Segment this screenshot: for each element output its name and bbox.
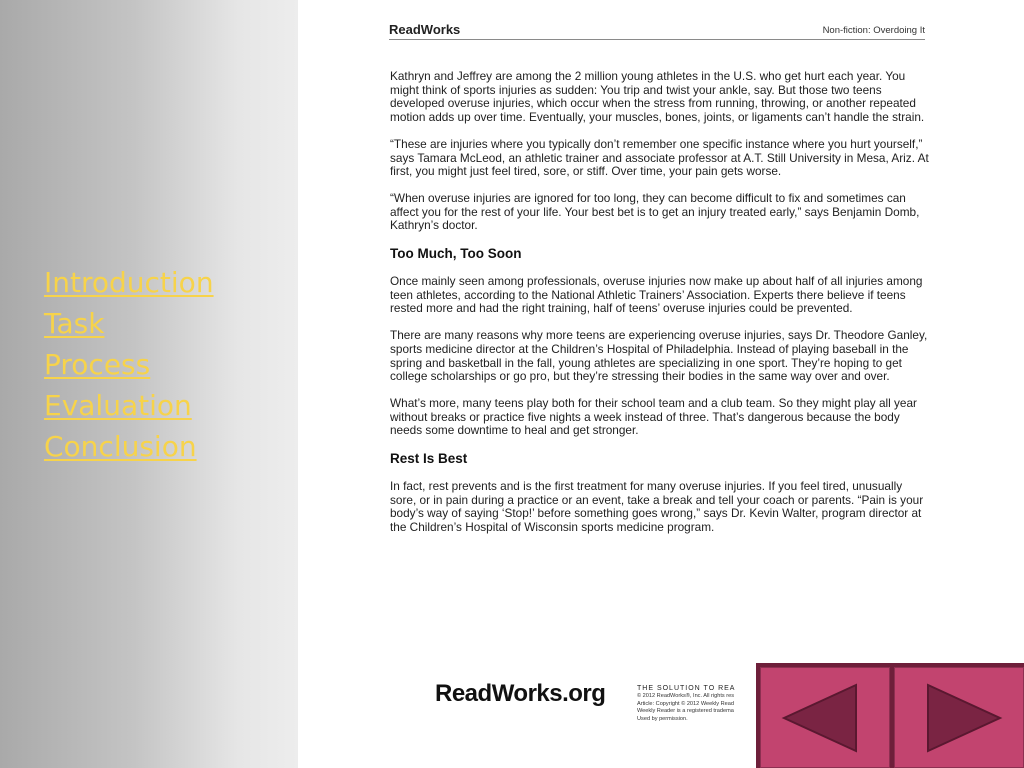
footer-line: Used by permission. (637, 715, 688, 722)
previous-button[interactable] (760, 667, 890, 768)
task-link[interactable]: Task (44, 307, 105, 340)
paragraph: “These are injuries where you typically don’t remember one specific instance where you hurt yourself,” says Tamara McLeod, an athletic trainer and associate professor at A.T. Still University in Mesa, Ariz. At first, you might just feel tired, sore, or stiff. Over time, your pain gets worse. (390, 136, 929, 179)
right-triangle-icon (914, 683, 1004, 753)
next-button[interactable] (894, 667, 1024, 768)
evaluation-link[interactable]: Evaluation (44, 389, 192, 422)
paragraph: There are many reasons why more teens are experiencing overuse injuries, says Dr. Theodore Ganley, sports medicine director at the Children’s Hospital of Philadelphia. Instead of playing baseball in the spring and basketball in the fall, young athletes are specializing in one sport. They’re hoping to get college scholarships or go pro, but they’re stressing their bodies in the same way over and over. (390, 328, 928, 384)
process-link[interactable]: Process (44, 348, 151, 381)
document-label: Non-fiction: Overdoing It (822, 25, 925, 36)
article-body (390, 70, 930, 548)
footer-copyright (637, 684, 767, 730)
paragraph: Once mainly seen among professionals, overuse injuries now make up about half of all injuries among teen athletes, according to the National Athletic Trainers’ Association. Experts there believe if teens rested more and had the right training, half of teens’ overuse injuries could be prevented. (390, 274, 923, 316)
paragraph: Kathryn and Jeffrey are among the 2 million young athletes in the U.S. who get hurt each year. You might think of sports injuries as sudden: You trip and twist your ankle, say. But those two teens developed overuse injuries, which occur when the stress from running, throwing, or another repeated motion adds up over time. Eventually, your muscles, bones, joints, or ligaments can’t handle the strain. (390, 69, 925, 125)
nav-item-task (44, 303, 214, 344)
sidebar (0, 0, 298, 768)
left-triangle-icon (780, 683, 870, 753)
nav-item-evaluation (44, 385, 214, 426)
introduction-link[interactable]: Introduction (44, 266, 214, 299)
document-page (298, 0, 1024, 768)
paragraph: “When overuse injuries are ignored for too long, they can become difficult to fix and sometimes can affect you for the rest of your life. Your best bet is to get an injury treated early,” says Benjamin Domb, Kathryn’s doctor. (390, 190, 920, 233)
paragraph: In fact, rest prevents and is the first treatment for many overuse injuries. If you feel tired, unusually sore, or in pain during a practice or an event, take a break and tell your coach or parents. “Pain is your body’s way of saying ‘Stop!’ before something goes wrong,” says Dr. Kevin Walter, program director at the Children’s Hospital of Wisconsin sports medicine program. (390, 479, 924, 535)
footer-line: Weekly Reader is a registered tradema (637, 708, 734, 715)
brand-name: ReadWorks (389, 22, 461, 37)
footer-tagline: THE SOLUTION TO REA (637, 685, 736, 692)
section-heading: Rest Is Best (390, 451, 468, 467)
nav-item-process (44, 344, 214, 385)
document-header (389, 22, 925, 40)
sidebar-nav (44, 262, 214, 467)
nav-item-introduction (44, 262, 214, 303)
slide-navigation (756, 663, 1024, 768)
nav-item-conclusion (44, 426, 214, 467)
footer-logo: ReadWorks.org (435, 680, 606, 707)
footer-line: © 2012 ReadWorks®, Inc. All rights res (637, 693, 735, 699)
conclusion-link[interactable]: Conclusion (44, 430, 197, 463)
paragraph: What’s more, many teens play both for their school team and a club team. So they might play all year without breaks or practice five nights a week instead of three. That’s dangerous because the body needs some downtime to heal and get stronger. (390, 395, 917, 438)
section-heading: Too Much, Too Soon (390, 246, 522, 262)
footer-line: Article: Copyright © 2012 Weekly Read (637, 700, 734, 707)
